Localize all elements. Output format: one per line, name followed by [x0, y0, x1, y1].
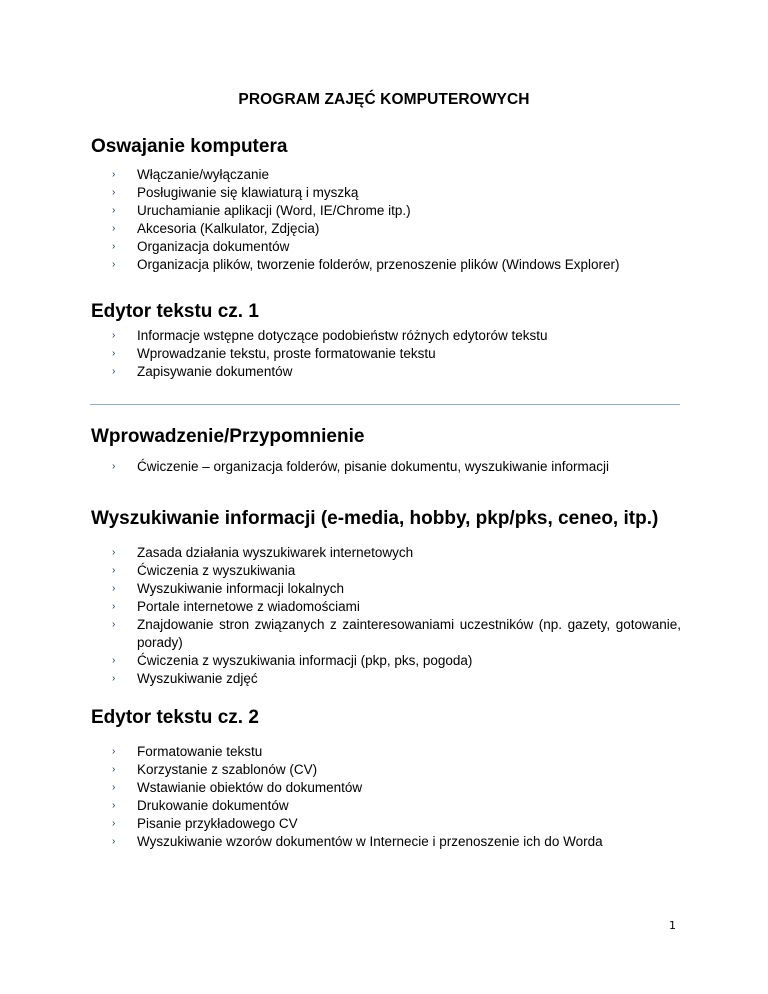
list-item: [112, 345, 681, 363]
list-item-text: Zasada działania wyszukiwarek internetowych: [137, 545, 414, 560]
section-edytor-tekstu-1: [91, 301, 681, 381]
list-item: [112, 544, 681, 562]
bullet-chevron-icon: ›: [112, 764, 116, 775]
list-item-text: Drukowanie dokumentów: [137, 798, 289, 813]
list-item: [112, 797, 681, 815]
list-item-text: Portale internetowe z wiadomościami: [137, 599, 360, 614]
list-item: [112, 833, 681, 851]
list-item-text: Akcesoria (Kalkulator, Zdjęcia): [137, 221, 320, 236]
list-item-text: Znajdowanie stron związanych z zainteresowaniami uczestników (np. gazety, gotowanie, porady): [137, 617, 681, 650]
bullet-chevron-icon: ›: [112, 241, 116, 252]
list-item: [112, 580, 681, 598]
list-item: [112, 598, 681, 616]
bullet-chevron-icon: ›: [112, 800, 116, 811]
bullet-list: [91, 743, 681, 851]
list-item-text: Formatowanie tekstu: [137, 744, 263, 759]
list-item: [112, 184, 681, 202]
list-item-text: Ćwiczenia z wyszukiwania informacji (pkp, pks, pogoda): [137, 653, 473, 668]
bullet-chevron-icon: ›: [112, 565, 116, 576]
bullet-chevron-icon: ›: [112, 673, 116, 684]
list-item: [112, 652, 681, 670]
section-wprowadzenie: [91, 426, 681, 476]
section-heading: Edytor tekstu cz. 2: [91, 707, 259, 728]
list-item: [112, 779, 681, 797]
list-item: [112, 220, 681, 238]
bullet-chevron-icon: ›: [112, 259, 116, 270]
bullet-chevron-icon: ›: [112, 601, 116, 612]
bullet-chevron-icon: ›: [112, 169, 116, 180]
list-item: [112, 616, 681, 652]
list-item: [112, 761, 681, 779]
list-item-text: Zapisywanie dokumentów: [137, 364, 293, 379]
bullet-chevron-icon: ›: [112, 818, 116, 829]
list-item: [112, 815, 681, 833]
section-edytor-tekstu-2: [91, 707, 681, 851]
bullet-chevron-icon: ›: [112, 330, 116, 341]
list-item-text: Wstawianie obiektów do dokumentów: [137, 780, 363, 795]
document-title: PROGRAM ZAJĘĆ KOMPUTEROWYCH: [238, 91, 530, 108]
bullet-chevron-icon: ›: [112, 187, 116, 198]
bullet-chevron-icon: ›: [112, 205, 116, 216]
bullet-chevron-icon: ›: [112, 461, 116, 472]
section-oswajanie-komputera: [91, 136, 681, 274]
list-item: [112, 743, 681, 761]
section-heading: Edytor tekstu cz. 1: [91, 301, 259, 322]
list-item: [112, 238, 681, 256]
bullet-chevron-icon: ›: [112, 547, 116, 558]
list-item: [112, 166, 681, 184]
list-item: [112, 327, 681, 345]
bullet-chevron-icon: ›: [112, 655, 116, 666]
section-heading: Oswajanie komputera: [91, 136, 288, 157]
bullet-list: [91, 327, 681, 381]
list-item-text: Ćwiczenia z wyszukiwania: [137, 563, 296, 578]
bullet-list: [91, 166, 681, 274]
list-item-text: Wyszukiwanie zdjęć: [137, 671, 258, 686]
list-item: [112, 670, 681, 688]
list-item-text: Korzystanie z szablonów (CV): [137, 762, 318, 777]
section-divider: [90, 404, 680, 405]
section-heading: Wprowadzenie/Przypomnienie: [91, 426, 365, 447]
list-item: [112, 256, 681, 274]
list-item-text: Wyszukiwanie informacji lokalnych: [137, 581, 344, 596]
list-item-text: Wyszukiwanie wzorów dokumentów w Internecie i przenoszenie ich do Worda: [137, 834, 603, 849]
bullet-chevron-icon: ›: [112, 782, 116, 793]
list-item-text: Włączanie/wyłączanie: [137, 167, 270, 182]
list-item-text: Wprowadzanie tekstu, proste formatowanie tekstu: [137, 346, 436, 361]
list-item: [112, 363, 681, 381]
list-item: [112, 458, 681, 476]
section-heading: Wyszukiwanie informacji (e-media, hobby, pkp/pks, ceneo, itp.): [91, 508, 659, 529]
bullet-chevron-icon: ›: [112, 746, 116, 757]
bullet-list: [91, 544, 681, 688]
bullet-chevron-icon: ›: [112, 583, 116, 594]
section-wyszukiwanie-informacji: [91, 508, 681, 688]
bullet-chevron-icon: ›: [112, 223, 116, 234]
list-item-text: Ćwiczenie – organizacja folderów, pisanie dokumentu, wyszukiwanie informacji: [137, 459, 609, 474]
bullet-chevron-icon: ›: [112, 366, 116, 377]
list-item-text: Organizacja dokumentów: [137, 239, 290, 254]
bullet-chevron-icon: ›: [112, 348, 116, 359]
list-item: [112, 202, 681, 220]
list-item-text: Organizacja plików, tworzenie folderów, przenoszenie plików (Windows Explorer): [137, 257, 620, 272]
list-item-text: Posługiwanie się klawiaturą i myszką: [137, 185, 359, 200]
list-item: [112, 562, 681, 580]
list-item-text: Informacje wstępne dotyczące podobieństw różnych edytorów tekstu: [137, 328, 548, 343]
page-number: 1: [669, 919, 676, 932]
list-item-text: Pisanie przykładowego CV: [137, 816, 298, 831]
list-item-text: Uruchamianie aplikacji (Word, IE/Chrome itp.): [137, 203, 411, 218]
bullet-chevron-icon: ›: [112, 619, 116, 630]
bullet-list: [91, 458, 681, 476]
bullet-chevron-icon: ›: [112, 836, 116, 847]
